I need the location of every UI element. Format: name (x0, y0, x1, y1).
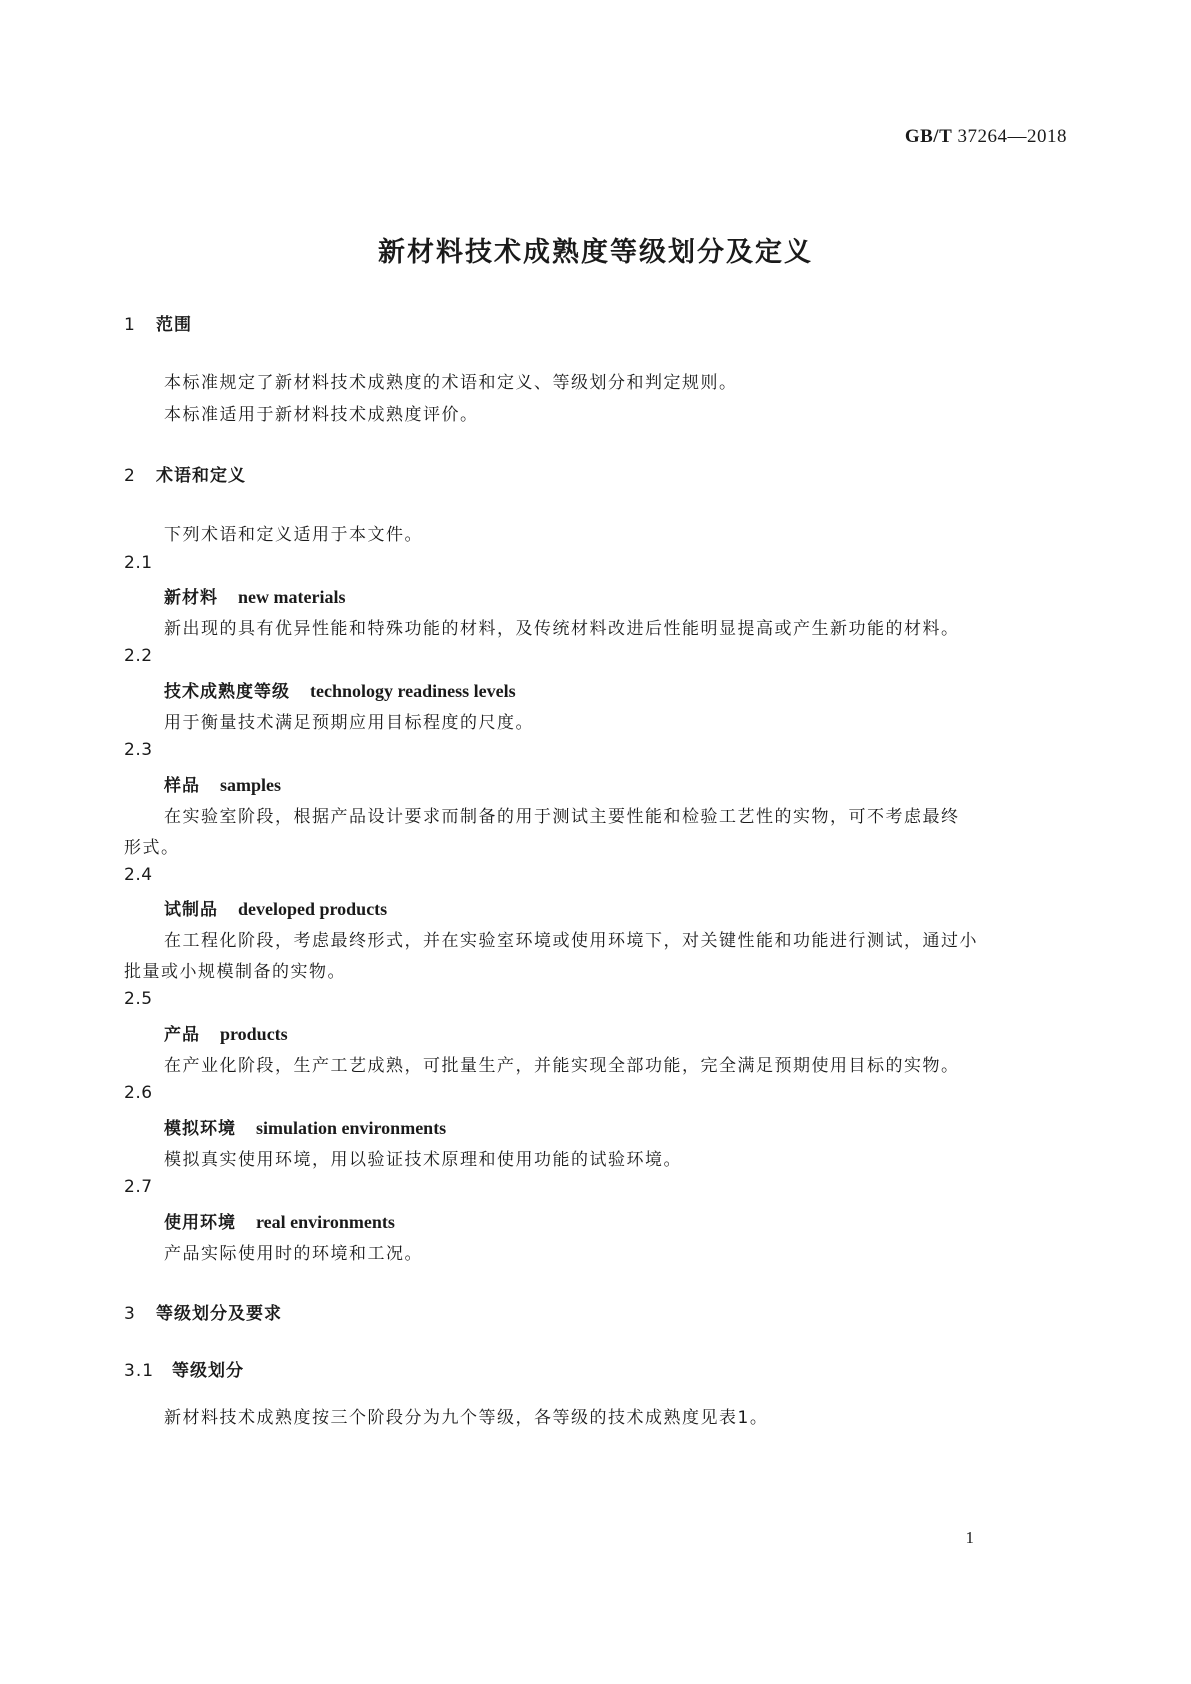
section-3-heading (124, 1299, 282, 1324)
term-entry (164, 677, 516, 702)
term-entry (164, 1208, 395, 1233)
section-title: 术语和定义 (156, 466, 246, 486)
term-zh: 样品 (164, 776, 200, 796)
term-en: developed products (238, 899, 388, 919)
term-entry (164, 1020, 288, 1045)
term-zh: 使用环境 (164, 1213, 236, 1233)
term-en: technology readiness levels (310, 681, 516, 701)
term-entry (164, 1114, 446, 1139)
section-title: 等级划分及要求 (156, 1304, 282, 1324)
term-en: real environments (256, 1212, 395, 1232)
term-definition: 在工程化阶段，考虑最终形式，并在实验室环境或使用环境下，对关键性能和功能进行测试，通过小 (164, 931, 978, 951)
paragraph: 下列术语和定义适用于本文件。 (164, 525, 423, 545)
term-entry (164, 583, 345, 608)
clause-number: 2.6 (124, 1083, 153, 1103)
paragraph: 本标准规定了新材料技术成熟度的术语和定义、等级划分和判定规则。 (164, 373, 738, 393)
term-en: samples (220, 775, 282, 795)
clause-number: 2.7 (124, 1177, 153, 1197)
term-en: products (220, 1024, 288, 1044)
term-definition: 产品实际使用时的环境和工况。 (164, 1244, 423, 1264)
term-definition-continued: 批量或小规模制备的实物。 (124, 962, 346, 982)
term-definition: 在产业化阶段，生产工艺成熟，可批量生产，并能实现全部功能，完全满足预期使用目标的实物。 (164, 1056, 960, 1076)
section-number: 2 (124, 466, 136, 486)
subsection-3-1-heading (124, 1356, 244, 1381)
term-entry (164, 895, 387, 920)
clause-number: 2.2 (124, 646, 153, 666)
term-zh: 产品 (164, 1025, 200, 1045)
clause-number: 2.4 (124, 865, 153, 885)
clause-number: 2.3 (124, 740, 153, 760)
term-definition: 用于衡量技术满足预期应用目标程度的尺度。 (164, 713, 534, 733)
term-zh: 试制品 (164, 900, 218, 920)
term-definition: 模拟真实使用环境，用以验证技术原理和使用功能的试验环境。 (164, 1150, 682, 1170)
standard-number (905, 126, 1067, 148)
term-en: new materials (238, 587, 346, 607)
document-title: 新材料技术成熟度等级划分及定义 (378, 237, 813, 268)
term-entry (164, 771, 281, 796)
standard-code: 37264—2018 (957, 126, 1067, 147)
clause-number: 2.5 (124, 989, 153, 1009)
paragraph: 新材料技术成熟度按三个阶段分为九个等级，各等级的技术成熟度见表1。 (164, 1408, 769, 1428)
term-definition-continued: 形式。 (124, 838, 180, 858)
term-definition: 在实验室阶段，根据产品设计要求而制备的用于测试主要性能和检验工艺性的实物，可不考虑最终 (164, 807, 960, 827)
section-2-heading (124, 461, 246, 486)
subsection-title: 等级划分 (172, 1361, 244, 1381)
paragraph: 本标准适用于新材料技术成熟度评价。 (164, 405, 479, 425)
standard-prefix: GB/T (904, 126, 953, 147)
section-number: 3 (124, 1304, 136, 1324)
subsection-number: 3.1 (124, 1361, 155, 1381)
term-zh: 新材料 (164, 588, 218, 608)
term-zh: 技术成熟度等级 (164, 682, 290, 702)
clause-number: 2.1 (124, 553, 153, 573)
section-number: 1 (124, 315, 136, 335)
page-number: 1 (965, 1528, 974, 1547)
term-en: simulation environments (256, 1118, 447, 1138)
section-title: 范围 (156, 315, 192, 335)
term-definition: 新出现的具有优异性能和特殊功能的材料，及传统材料改进后性能明显提高或产生新功能的材料。 (164, 619, 960, 639)
term-zh: 模拟环境 (164, 1119, 236, 1139)
section-1-heading (124, 310, 192, 335)
